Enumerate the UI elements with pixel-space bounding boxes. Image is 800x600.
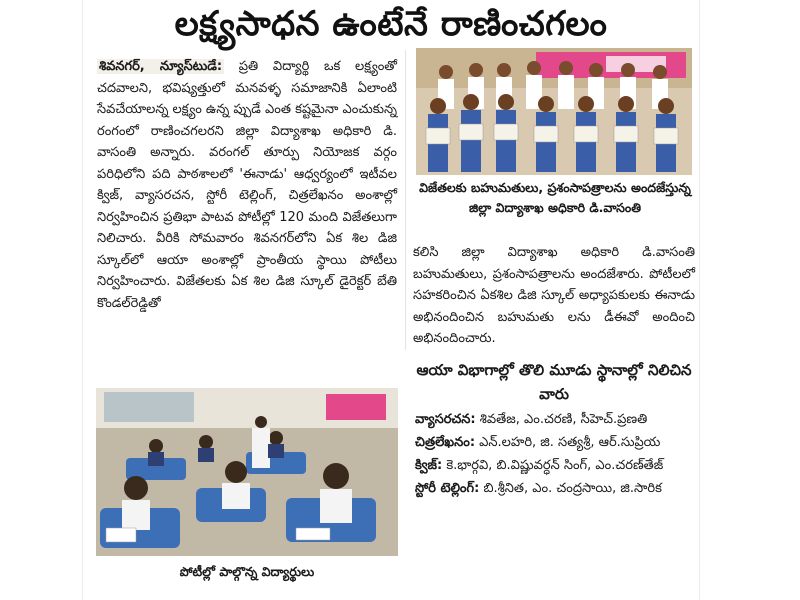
winner-names: ఎన్.లహరి, జి. సత్యశ్రీ, ఆర్.సుప్రియ xyxy=(479,435,661,450)
caption-students-photo: పోటీల్లో పాల్గొన్న విద్యార్థులు xyxy=(179,564,315,579)
winner-entry xyxy=(415,477,697,500)
winners-list xyxy=(415,408,697,500)
column-divider xyxy=(405,50,406,350)
winner-names: శివతేజ, ఎం.చరణి, సీహెచ్.ప్రణతి xyxy=(479,412,648,427)
winner-category: వ్యాసరచన: xyxy=(415,412,476,427)
winner-entry xyxy=(415,431,697,454)
photo-prize-distribution xyxy=(416,48,692,175)
winner-entry xyxy=(415,454,697,477)
winners-subheading: ఆయా విభాగాల్లో తొలి మూడు స్థానాల్లో నిలిచిన వారు xyxy=(416,361,692,403)
winner-category: చిత్రలేఖనం: xyxy=(415,435,476,450)
winner-category: స్టోరీ టెల్లింగ్: xyxy=(415,481,480,496)
photo-students-competing xyxy=(96,388,398,556)
article-body-right: కలిసి జిల్లా విద్యాశాఖ అధికారి డి.వాసంతి బహుమతులు, ప్రశంసాపత్రాలను అందజేశారు. పోటీలలో సహకరించిన ఏకశిల డిజి స్కూల్ అధ్యాపకులకు ఈనాడు అభినందించిన బహుమతు లను డీఈవో అందించి అభినందించారు. xyxy=(413,245,695,346)
winner-entry xyxy=(415,408,697,431)
dateline: శివనగర్, న్యూస్‌టుడే: xyxy=(99,59,223,74)
headline: లక్ష్యసాధన ఉంటేనే రాణించగలం xyxy=(174,4,608,44)
article-body-left xyxy=(97,56,397,314)
newspaper-clipping xyxy=(82,0,700,600)
winner-names: కె.భార్గవి, బి.విష్ణువర్ధన్ సింగ్, ఎం.చరణ్‌తేజ్ xyxy=(446,458,664,473)
winner-category: క్విజ్: xyxy=(415,458,443,473)
caption-prize-photo: విజేతలకు బహుమతులు, ప్రశంసాపత్రాలను అందజేస్తున్న జిల్లా విద్యాశాఖ అధికారి డి.వాసంతి xyxy=(419,180,691,215)
winner-names: బి.శ్రీనిత, ఎం. చంద్రసాయి, జి.సారిక xyxy=(483,481,662,496)
article-text-left: ప్రతి విద్యార్థి ఒక లక్ష్యంతో చదవాలని, భవిష్యత్తులో మనవళ్ళ సమాజానికి ఏలాంటి సేవచేయాలన్న లక్ష్యం ఉన్న ప్పుడే ఎంత కష్టమైనా ఎంచుకున్న రంగంలో రాణించగలరని జిల్లా విద్యాశాఖ అధికారి డి. వాసంతి అన్నారు. వరంగల్ తూర్పు నియోజక వర్గం పరిధిలోని పది పాఠశాలలో 'ఈనాడు' ఆధ్వర్యంలో ఇటీవల క్విజ్, వ్యాసరచన, స్టోరీ టెల్లింగ్, చిత్రలేఖనం అంశాల్లో నిర్వహించిన ప్రతిభా పాటవ పోటీల్లో 120 మంది విజేతలుగా నిలిచారు. వీరికి సోమవారం శివనగర్‌లోని ఏక శిల డిజి స్కూల్‌లో ఆయా అంశాల్లో ప్రాంతీయ స్థాయి పోటీలు నిర్వహించారు. విజేతలకు ఏక శిల డిజి స్కూల్ డైరెక్టర్ బేతి కొండల్‌రెడ్డితో xyxy=(97,59,398,311)
